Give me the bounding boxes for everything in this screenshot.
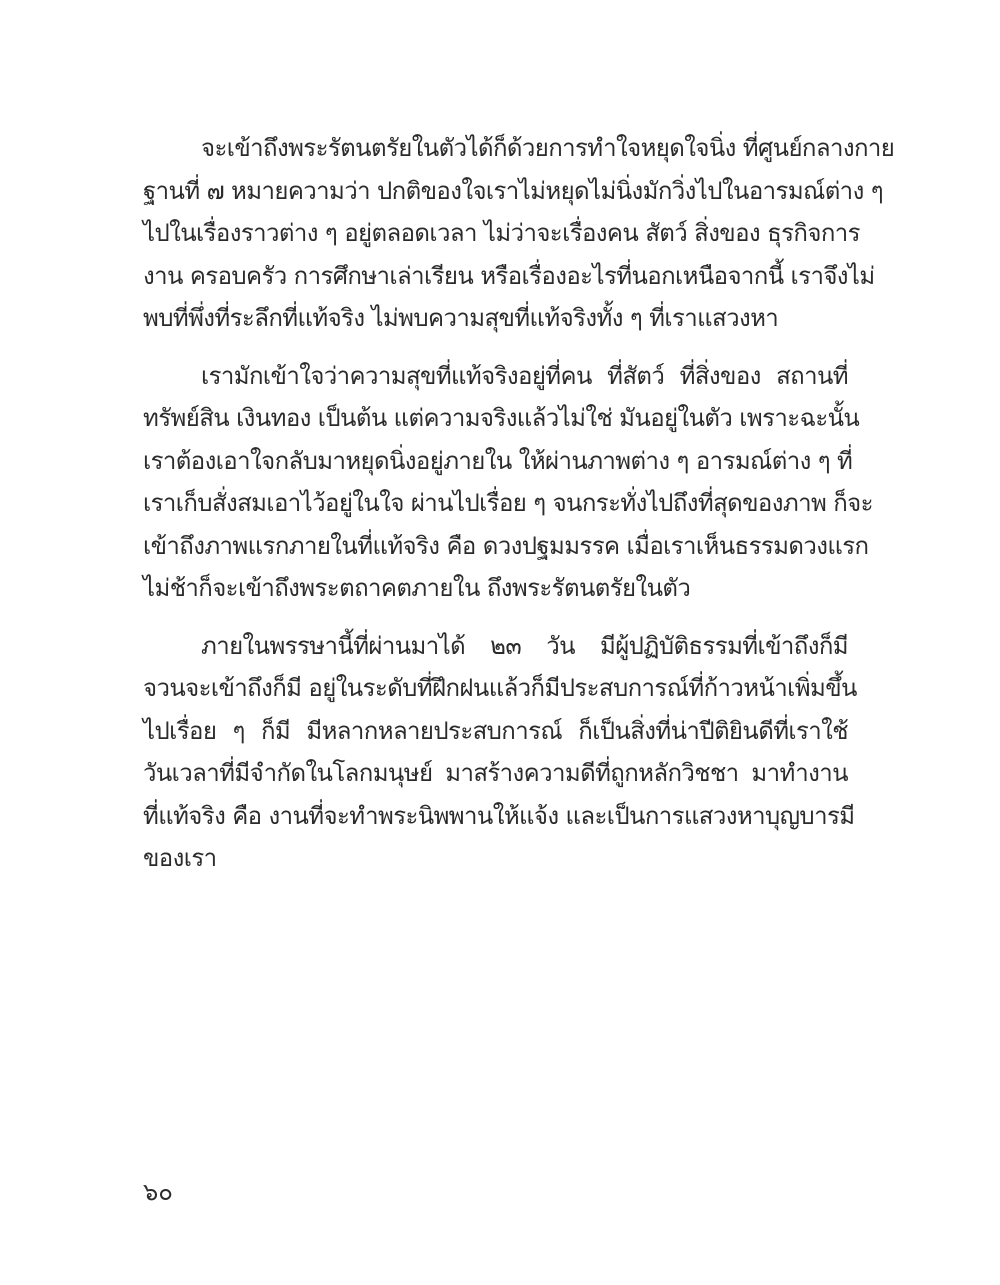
text-line: พบที่พึ่งที่ระลึกที่แท้จริง ไม่พบความสุขที่แท้จริงทั้ง ๆ ที่เราแสวงหา [143,304,779,332]
text-line: เรามักเข้าใจว่าความสุขที่แท้จริงอยู่ที่คน ที่สัตว์ ที่สิ่งของ สถานที่ [201,361,848,390]
text-line: ไม่ช้าก็จะเข้าถึงพระตถาคตภายใน ถึงพระรัตนตรัยในตัว [143,574,691,602]
text-line: ฐานที่ ๗ หมายความว่า ปกติของใจเราไม่หยุดไม่นิ่งมักวิ่งไปในอารมณ์ต่าง ๆ [143,176,884,205]
text-line: ภายในพรรษานี้ที่ผ่านมาได้ ๒๓ วัน มีผู้ปฏิบัติธรรมที่เข้าถึงก็มี [201,631,848,660]
paragraph-gap [143,610,848,625]
paragraph [143,625,857,880]
text-line: ที่แท้จริง คือ งานที่จะทำพระนิพพานให้แจ้ง และเป็นการแสวงหาบุญบารมี [143,801,855,830]
paragraph [143,127,895,340]
text-line: วันเวลาที่มีจำกัดในโลกมนุษย์ มาสร้างความดีที่ถูกหลักวิชชา มาทำงาน [143,759,848,787]
text-line: เราเก็บสั่งสมเอาไว้อยู่ในใจ ผ่านไปเรื่อย ๆ จนกระทั่งไปถึงที่สุดของภาพ ก็จะ [143,489,873,517]
text-line: จวนจะเข้าถึงก็มี อยู่ในระดับที่ฝึกฝนแล้วก็มีประสบการณ์ที่ก้าวหน้าเพิ่มขึ้น [143,674,857,702]
text-line: งาน ครอบครัว การศึกษาเล่าเรียน หรือเรื่องอะไรที่นอกเหนือจากนี้ เราจึงไม่ [143,261,875,290]
text-line: จะเข้าถึงพระรัตนตรัยในตัวได้ก็ด้วยการทำใจหยุดใจนิ่ง ที่ศูนย์กลางกาย [201,134,895,162]
text-line: ไปเรื่อย ๆ ก็มี มีหลากหลายประสบการณ์ ก็เป็นสิ่งที่น่าปีติยินดีที่เราใช้ [143,716,848,745]
text-line: เข้าถึงภาพแรกภายในที่แท้จริง คือ ดวงปฐมมรรค เมื่อเราเห็นธรรมดวงแรก [143,531,869,560]
text-line: เราต้องเอาใจกลับมาหยุดนิ่งอยู่ภายใน ให้ผ่านภาพต่าง ๆ อารมณ์ต่าง ๆ ที่ [143,446,853,475]
text-line: ของเรา [143,844,217,872]
text-line: ไปในเรื่องราวต่าง ๆ อยู่ตลอดเวลา ไม่ว่าจะเรื่องคน สัตว์ สิ่งของ ธุรกิจการ [143,219,860,247]
paragraph [143,355,873,610]
body-text [143,127,895,880]
text-line: ทรัพย์สิน เงินทอง เป็นต้น แต่ความจริงแล้วไม่ใช่ มันอยู่ในตัว เพราะฉะนั้น [143,404,860,432]
page-number: ๖๐ [143,1178,173,1206]
paragraph-gap [143,340,848,355]
